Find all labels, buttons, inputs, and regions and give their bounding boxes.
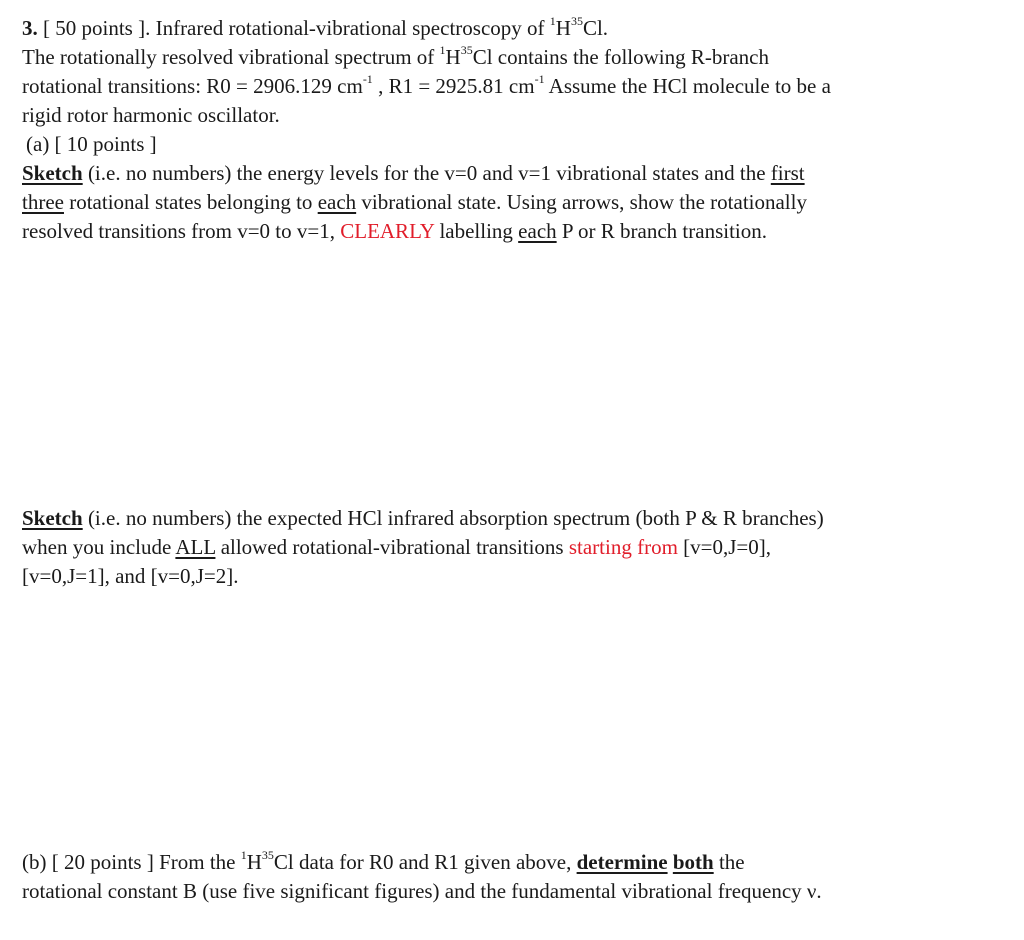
- spectrum-text: [v=0,J=1], and [v=0,J=2].: [22, 564, 239, 588]
- emphasis-first: first: [770, 161, 805, 185]
- part-b-text: From the: [153, 850, 241, 874]
- problem-number: 3.: [22, 16, 38, 40]
- spectrum-line-3: [22, 562, 1012, 591]
- part-a-points: (a) [ 10 points ]: [26, 132, 157, 156]
- intro-text: rigid rotor harmonic oscillator.: [22, 103, 280, 127]
- spectrum-text: (i.e. no numbers) the expected HCl infrared absorption spectrum (both P & R branches): [82, 506, 824, 530]
- part-b-text: rotational constant B (use five significant figures) and the fundamental vibrational frequency ν.: [22, 879, 822, 903]
- unit-exponent: -1: [362, 72, 373, 86]
- part-a-line-2: [22, 188, 1012, 217]
- isotope-cl: 35: [460, 43, 473, 57]
- problem-points: [ 50 points ].: [43, 16, 151, 40]
- part-b: [22, 848, 1012, 906]
- part-a-text: rotational states belonging to: [63, 190, 318, 214]
- intro-line-1: [22, 43, 1012, 72]
- part-b-line-2: [22, 877, 1012, 906]
- intro-text: Cl contains the following R-branch: [472, 45, 769, 69]
- unit-exponent: -1: [534, 72, 545, 86]
- part-a-text: P or R branch transition.: [556, 219, 767, 243]
- part-a-text: (i.e. no numbers) the energy levels for the v=0 and v=1 vibrational states and the: [82, 161, 771, 185]
- intro-text: Assume the HCl molecule to be a: [544, 74, 831, 98]
- isotope-cl: 35: [261, 848, 274, 862]
- emphasis-both: both: [672, 850, 714, 874]
- spectrum-line-2: [22, 533, 1012, 562]
- part-a-label: [22, 130, 1012, 159]
- element-h: H: [445, 45, 461, 69]
- intro-line-3: [22, 101, 1012, 130]
- sketch-keyword: Sketch: [22, 161, 83, 185]
- part-a-text: labelling: [434, 219, 519, 243]
- element-h: H: [555, 16, 571, 40]
- emphasis-three: three: [22, 190, 64, 214]
- spectrum-text: when you include: [22, 535, 176, 559]
- sketch-keyword: Sketch: [22, 506, 83, 530]
- title-cl: Cl.: [582, 16, 609, 40]
- part-a-text: resolved transitions from v=0 to v=1,: [22, 219, 341, 243]
- element-h: H: [246, 850, 262, 874]
- spectrum-text: [v=0,J=0],: [677, 535, 772, 559]
- part-b-text: Cl data for R0 and R1 given above,: [273, 850, 577, 874]
- isotope-h: 1: [439, 43, 446, 57]
- emphasis-clearly: CLEARLY: [340, 219, 435, 243]
- isotope-h: 1: [240, 848, 247, 862]
- problem-header: [22, 14, 1012, 246]
- part-b-line-1: [22, 848, 1012, 877]
- emphasis-determine: determine: [576, 850, 668, 874]
- spectrum-text: allowed rotational-vibrational transitions: [215, 535, 569, 559]
- isotope-h: 1: [549, 14, 556, 28]
- problem-title-line: [22, 14, 1012, 43]
- problem-title: Infrared rotational-vibrational spectroscopy of: [155, 16, 550, 40]
- part-a-text: vibrational state. Using arrows, show the rotationally: [356, 190, 807, 214]
- intro-line-2: [22, 72, 1012, 101]
- part-b-points: (b) [ 20 points ]: [22, 850, 154, 874]
- part-b-text: the: [713, 850, 745, 874]
- part-a-line-1: [22, 159, 1012, 188]
- r1-value: , R1 = 2925.81 cm: [372, 74, 535, 98]
- emphasis-starting-from: starting from: [568, 535, 678, 559]
- isotope-cl: 35: [570, 14, 583, 28]
- part-a-line-3: [22, 217, 1012, 246]
- intro-text: The rotationally resolved vibrational spectrum of: [22, 45, 440, 69]
- r0-value: rotational transitions: R0 = 2906.129 cm: [22, 74, 363, 98]
- emphasis-all: ALL: [175, 535, 216, 559]
- spectrum-sketch-prompt: [22, 504, 1012, 591]
- emphasis-each: each: [518, 219, 557, 243]
- emphasis-each: each: [317, 190, 357, 214]
- spectrum-line-1: [22, 504, 1012, 533]
